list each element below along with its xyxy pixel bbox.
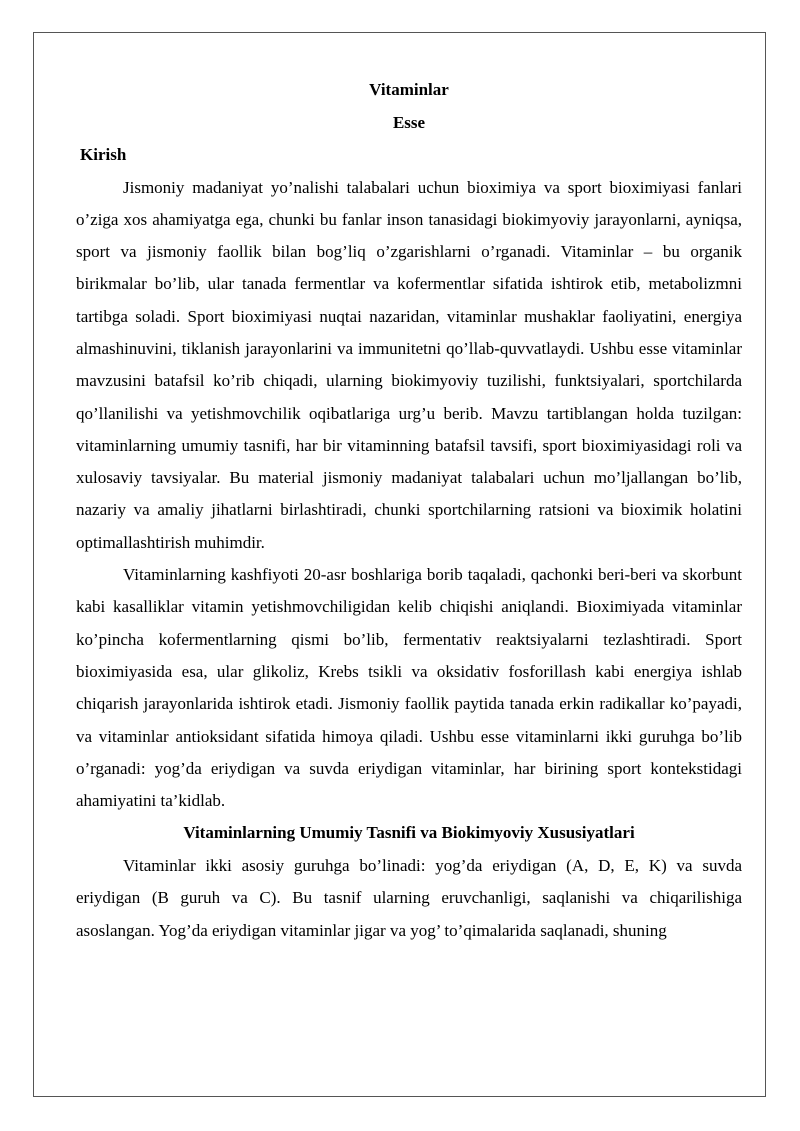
document-body [76, 74, 742, 947]
document-subtitle: Esse [392, 112, 426, 132]
intro-heading: Kirish [80, 145, 127, 164]
document-title: Vitaminlar [369, 80, 449, 99]
section-heading: Vitaminlarning Umumiy Tasnifi va Biokimyoviy Xususiyatlari [183, 823, 635, 843]
intro-paragraph-2: Vitaminlarning kashfiyoti 20-asr boshlariga borib taqaladi, qachonki beri-beri va skorbunt kabi kasalliklar vitamin yetishmovchiligidan kelib chiqishi aniqlandi. Bioximiyada vitaminlar ko’pincha kofermentlarning qismi bo’lib, fermentativ reaktsiyalarni tezlashtiradi. Sport bioximiyasida esa, ular glikoliz, Krebs tsikli va oksidativ fosforillash kabi energiya ishlab chiqarish jarayonlarida ishtirok etadi. Jismoniy faollik paytida tanada erkin radikallar ko’payadi, va vitaminlar antioksidant sifatida himoya qiladi. Ushbu esse vitaminlarni ikki guruhga bo’lib o’rganadi: yog’da eriydigan va suvda eriydigan vitaminlar, har birining sport kontekstidagi ahamiyatini ta’kidlab. [76, 565, 742, 811]
section-paragraph: Vitaminlar ikki asosiy guruhga bo’linadi: yog’da eriydigan (A, D, E, K) va suvda eriydigan (B guruh va C). Bu tasnif ularning eruvchanligi, saqlanishi va chiqarilishiga asoslangan. Yog’da eriydigan vitaminlar jigar va yog’ to’qimalarida saqlanadi, shuning [76, 855, 742, 940]
intro-paragraph-1: Jismoniy madaniyat yo’nalishi talabalari uchun bioximiya va sport bioximiyasi fanlari o’ziga xos ahamiyatga ega, chunki bu fanlar inson tanasidagi biokimyoviy jarayonlarni, ayniqsa, sport va jismoniy faollik bilan bog’liq o’zgarishlarni o’rganadi. Vitaminlar – bu organik birikmalar bo’lib, ular tanada fermentlar va kofermentlar sifatida ishtirok etib, metabolizmni tartibga soladi. Sport bioximiyasi nuqtai nazaridan, vitaminlar mushaklar faoliyatini, energiya almashinuvini, tiklanish jarayonlarini va immunitetni qo’llab-quvvatlaydi. Ushbu esse vitaminlar mavzusini batafsil ko’rib chiqadi, ularning biokimyoviy tuzilishi, funktsiyalari, sportchilarda qo’llanilishi va yetishmovchilik oqibatlariga urg’u berib. Mavzu tartiblangan holda tuzilgan: vitaminlarning umumiy tasnifi, har bir vitaminning batafsil tavsifi, sport bioximiyasidagi roli va xulosaviy tavsiyalar. Bu material jismoniy madaniyat talabalari uchun mo’ljallangan bo’lib, nazariy va amaliy jihatlarni birlashtiradi, chunki sportchilarning ratsioni va bioximik holatini optimallashtirish muhimdir. [76, 177, 742, 552]
